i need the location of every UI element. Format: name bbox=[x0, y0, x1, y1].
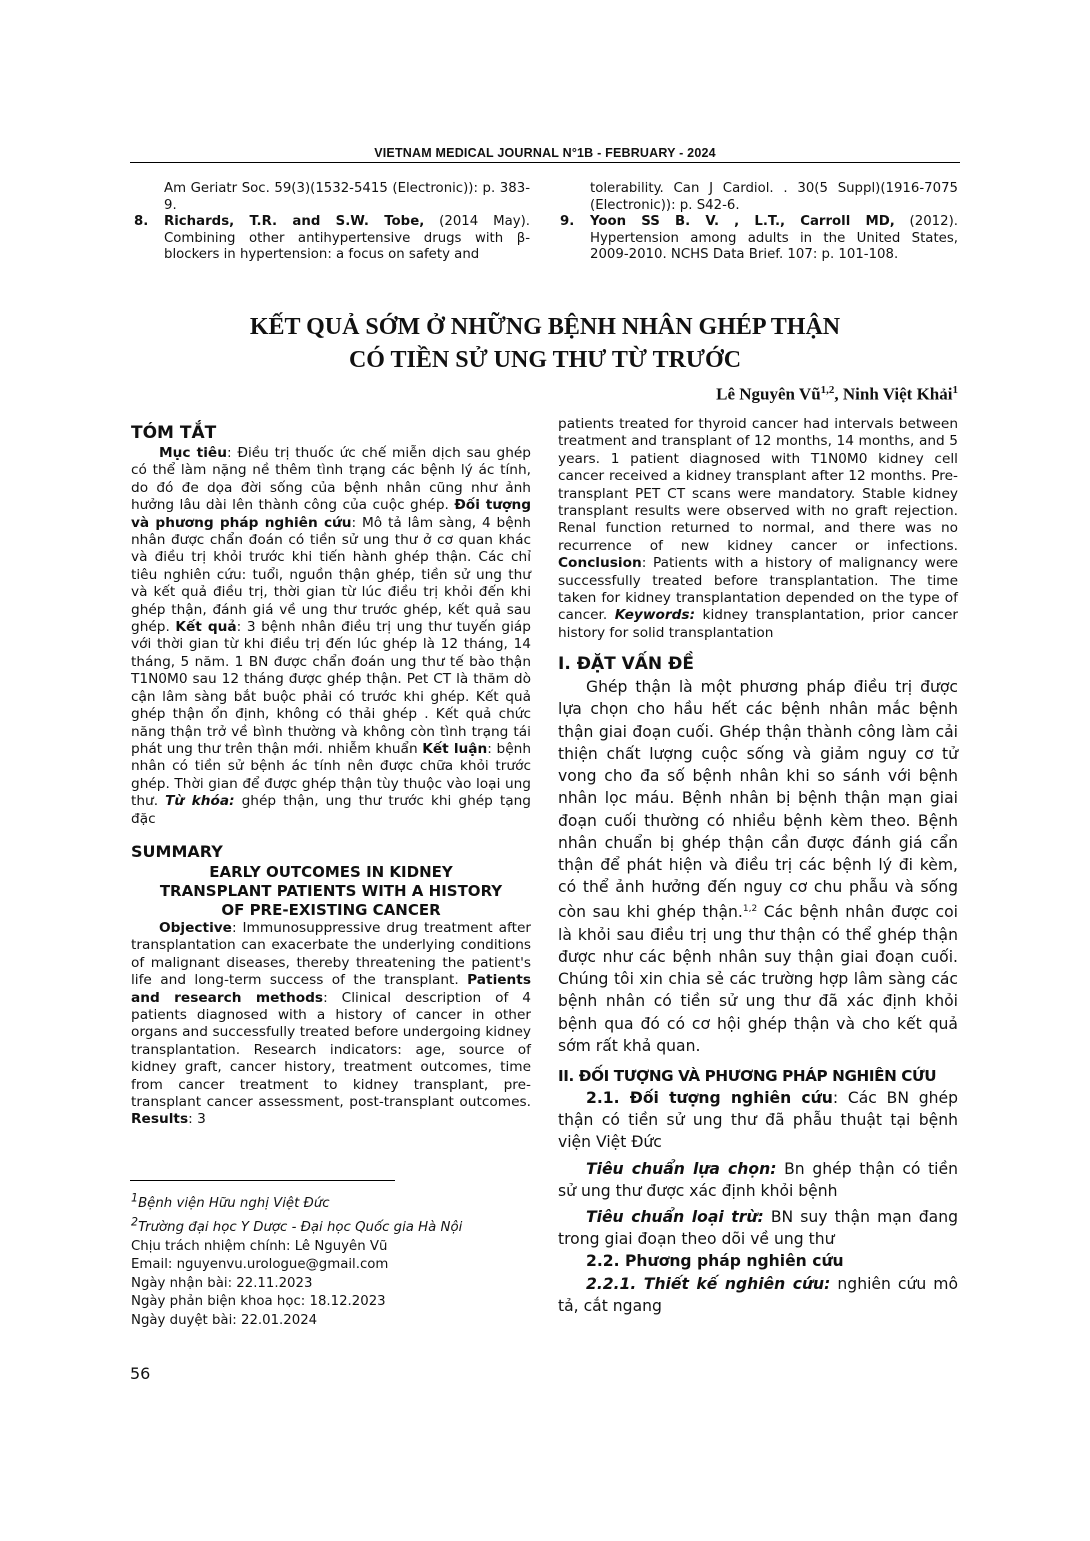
footnote-text: Bệnh viện Hữu nghị Việt Đức bbox=[138, 1196, 330, 1212]
label-2-2-1: 2.2.1. Thiết kế nghiên cứu: bbox=[586, 1274, 831, 1293]
footnote-corresponding: Chịu trách nhiệm chính: Lê Nguyên Vũ bbox=[131, 1238, 388, 1254]
footnote-affiliation-1 bbox=[131, 1190, 531, 1214]
running-header: VIETNAM MEDICAL JOURNAL N°1B - FEBRUARY - 2024 bbox=[374, 146, 716, 160]
summary-body bbox=[131, 920, 531, 1129]
abstract-text: : bệnh nhân có tiền sử bệnh ác tính nên được chữa khỏi trước ghép. Thời gian để được ghép thận tùy thuộc vào loại ung thư. bbox=[131, 740, 531, 810]
paragraph-text: : Các BN ghép thận có tiền sử ung thư đã phẫu thuật tại bệnh viện Việt Đức bbox=[558, 1088, 958, 1152]
title-line-1: KẾT QUẢ SỚM Ở NHỮNG BỆNH NHÂN GHÉP THẬN bbox=[249, 314, 841, 340]
left-column bbox=[131, 423, 531, 1129]
paragraph-text: BN suy thận mạn đang trong giai đoạn theo dõi về ung thư bbox=[558, 1207, 958, 1249]
reference-8 bbox=[134, 214, 530, 264]
author-2-affil: 1 bbox=[952, 384, 958, 396]
summary-title-line-3: OF PRE-EXISTING CANCER bbox=[221, 900, 441, 919]
label-tu-khoa: Từ khóa: bbox=[165, 793, 235, 810]
footnote-text: Trường đại học Y Dược - Đại học Quốc gia Hà Nội bbox=[138, 1220, 463, 1236]
author-1-affil: 1,2 bbox=[820, 384, 835, 396]
paragraph-text: nghiên cứu mô tả, cắt ngang bbox=[558, 1274, 958, 1315]
summary-title-line-2: TRANSPLANT PATIENTS WITH A HISTORY bbox=[159, 881, 503, 900]
page-number: 56 bbox=[130, 1364, 151, 1383]
label-keywords: Keywords: bbox=[614, 607, 696, 624]
label-objective: Objective bbox=[159, 919, 232, 936]
abstract-text: : Mô tả lâm sàng, 4 bệnh nhân được chẩn đoán có tiền sử ung thư ở cơ quan khác và điều trị khỏi trước khi tiến hành ghép thận. Các chỉ tiêu nghiên cứu: tuổi, nguồn thận ghép, tiền sử ung thư và kết quả điều trị, thời gian từ lúc điều trị khỏi đến khi ghép thận, đánh giá về ung thư trước ghép, kết quả sau ghép. bbox=[131, 514, 531, 636]
footnote-affiliation-2 bbox=[131, 1214, 531, 1238]
summary-title-line-1: EARLY OUTCOMES IN KIDNEY bbox=[209, 862, 453, 881]
footnotes bbox=[131, 1190, 531, 1330]
footnote-sup: 2 bbox=[131, 1215, 139, 1229]
abstract-text: : Điều trị thuốc ức chế miễn dịch sau ghép có thể làm nặng nề thêm tình trạng các bệnh lý ác tính, do đó đe dọa đời sống của bệnh nhân cũng như ảnh hưởng lâu dài lên thành công của cuộc ghép. bbox=[131, 445, 531, 514]
label-patients-methods: Patients and research methods bbox=[131, 972, 531, 1006]
header-rule bbox=[130, 162, 960, 163]
summary-text: : Immunosuppressive drug treatment after transplantation can exacerbate the underlying conditions of malignant diseases, thereby threatening the patient's life and long-term success of the transplant. bbox=[131, 919, 531, 989]
summary-body-continued bbox=[558, 416, 958, 642]
title-line-2: CÓ TIỀN SỬ UNG THƯ TỪ TRƯỚC bbox=[348, 347, 742, 373]
section-2-heading: II. ĐỐI TƯỢNG VÀ PHƯƠNG PHÁP NGHIÊN CỨU bbox=[558, 1066, 937, 1085]
label-2-1: 2.1. Đối tượng nghiên cứu bbox=[586, 1088, 833, 1107]
footnote-accepted: Ngày duyệt bài: 22.01.2024 bbox=[131, 1312, 318, 1328]
label-results: Results bbox=[131, 1111, 189, 1128]
abstract-text: : 3 bệnh nhân điều trị ung thư tuyến giáp với thời gian từ khi điều trị đến lúc ghép là 12 tháng, 14 tháng, 5 năm. 1 BN được chẩn đoán ung thư tế bào thận T1N0M0 sau 12 tháng được ghép thận. Pet CT là thăm dò cận lâm sàng bắt buộc phải có trước khi ghép. Kết quả ghép thận ổn định, không có thải ghép . Kết quả chức năng thận trở về bình thường và không còn tình trạng tái phát ung thư trên thận mới. nhiễm khuẩn bbox=[131, 619, 531, 757]
abstract-text: ghép thận, ung thư trước khi ghép tạng đặc bbox=[131, 793, 531, 827]
section-2-1 bbox=[558, 1087, 958, 1154]
label-2-2: 2.2. Phương pháp nghiên cứu bbox=[586, 1252, 844, 1271]
reference-text: (2012). Hypertension among adults in the United States, 2009-2010. NCHS Data Brief. 107: p. 101-108. bbox=[590, 214, 958, 262]
summary-heading: SUMMARY bbox=[131, 841, 223, 861]
summary-title bbox=[131, 863, 531, 920]
label-doi-tuong: Đối tượng và phương pháp nghiên cứu bbox=[131, 497, 532, 531]
author-1: Lê Nguyên Vũ bbox=[716, 384, 821, 404]
author-2: Ninh Việt Khải bbox=[842, 384, 953, 404]
footnote-sup: 1 bbox=[131, 1192, 139, 1205]
footnote-rule bbox=[130, 1180, 395, 1181]
summary-text: : Patients with a history of malignancy were successfully treated before transplantation. The time taken for kidney transplantation depended on the type of cancer. bbox=[558, 555, 958, 624]
summary-text: : Clinical description of 4 patients diagnosed with a history of cancer in other organs and successfully treated before undergoing kidney transplantation. Research indicators: age, source of kidney graft, cancer history, treatment outcomes, time from cancer treatment to kidney transplant, pre-transplant cancer assessment, post-transplant outcomes. bbox=[131, 989, 531, 1110]
label-exclusion: Tiêu chuẩn loại trừ: bbox=[586, 1207, 764, 1226]
reference-text: (2014 May). Combining other antihypertensive drugs with β-blockers in hypertension: a focus on safety and bbox=[164, 214, 530, 262]
paragraph-text: Các bệnh nhân được coi là khỏi sau điều trị ung thư thận có thể ghép thận được như các bệnh nhân suy thận giai đoạn cuối. Chúng tôi xin chia sẻ các trường hợp lâm sàng các bệnh nhân có tiền sử ung thư đã xác định khỏi bệnh qua đó có cơ hội ghép thận và cho kết quả sớm rất khả quan. bbox=[558, 903, 958, 1055]
section-2-2 bbox=[558, 1250, 958, 1272]
citation-sup: 1,2 bbox=[742, 904, 758, 915]
footnote-email: Email: nguyenvu.urologue@gmail.com bbox=[131, 1257, 389, 1273]
label-ket-luan: Kết luận bbox=[422, 740, 488, 757]
label-ket-qua: Kết quả bbox=[175, 619, 237, 636]
reference-number: 9. bbox=[560, 214, 575, 229]
references-right bbox=[560, 181, 958, 264]
section-1-heading: I. ĐẶT VẤN ĐỀ bbox=[558, 654, 694, 675]
reference-continuation: tolerability. Can J Cardiol. . 30(5 Suppl)(1916-7075 (Electronic)): p. S42-6. bbox=[590, 181, 958, 213]
reference-number: 8. bbox=[134, 214, 149, 229]
summary-text: : 3 bbox=[188, 1111, 206, 1128]
paragraph-text: Ghép thận là một phương pháp điều trị được lựa chọn cho hầu hết các bệnh nhân mắc bệnh thận giai đoạn cuối. Ghép thận thành công làm cải thiện chất lượng cuộc sống và giảm nguy cơ tử vong cho đa số bệnh nhân khi so sánh với bệnh nhân lọc máu. Bệnh nhân bị bệnh thận mạn giai đoạn cuối thường có nhiều bệnh kèm theo. Bệnh nhân chuẩn bị ghép thận cần được đánh giá cẩn thận để phát hiện và điều trị các bệnh lý đi kèm, có thể ảnh hưởng đến nguy cơ chu phẫu và sống còn sau khi ghép thận. bbox=[558, 678, 958, 922]
reference-authors: Yoon SS B. V. , L.T., Carroll MD, bbox=[590, 214, 895, 229]
label-inclusion: Tiêu chuẩn lựa chọn: bbox=[586, 1159, 777, 1178]
summary-text: kidney transplantation, prior cancer history for solid transplantation bbox=[558, 607, 958, 641]
footnote-received: Ngày nhận bài: 22.11.2023 bbox=[131, 1275, 313, 1291]
abstract-vi-body bbox=[131, 445, 531, 828]
exclusion-criteria bbox=[558, 1206, 958, 1250]
label-muc-tieu: Mục tiêu bbox=[159, 445, 227, 461]
summary-text: patients treated for thyroid cancer had intervals between treatment and transplant of 12 months, 14 months, and 5 years. 1 patient diagnosed with T1N0M0 kidney cell cancer received a kidney transplant after 12 months. Pre-transplant PET CT scans were mandatory. Stable kidney transplant results were observed with no graft rejection. Renal function returned to normal, and there was no recurrence of new kidney cancer or infections. bbox=[558, 416, 958, 554]
section-1-paragraph bbox=[558, 676, 958, 1057]
reference-9 bbox=[560, 214, 958, 264]
abstract-heading: TÓM TẮT bbox=[131, 423, 217, 443]
authors bbox=[716, 384, 958, 405]
reference-continuation: Am Geriatr Soc. 59(3)(1532-5415 (Electronic)): p. 383-9. bbox=[164, 181, 530, 213]
reference-authors: Richards, T.R. and S.W. Tobe, bbox=[164, 214, 425, 229]
inclusion-criteria bbox=[558, 1158, 958, 1202]
right-column bbox=[558, 416, 958, 1317]
section-2-2-1 bbox=[558, 1273, 958, 1317]
footnote-reviewed: Ngày phản biện khoa học: 18.12.2023 bbox=[131, 1294, 386, 1310]
references-left bbox=[134, 181, 530, 264]
article-title bbox=[130, 311, 960, 377]
label-conclusion: Conclusion bbox=[558, 555, 642, 572]
paragraph-text: Bn ghép thận có tiền sử ung thư được xác định khỏi bệnh bbox=[558, 1159, 958, 1200]
author-separator: , bbox=[834, 384, 843, 404]
